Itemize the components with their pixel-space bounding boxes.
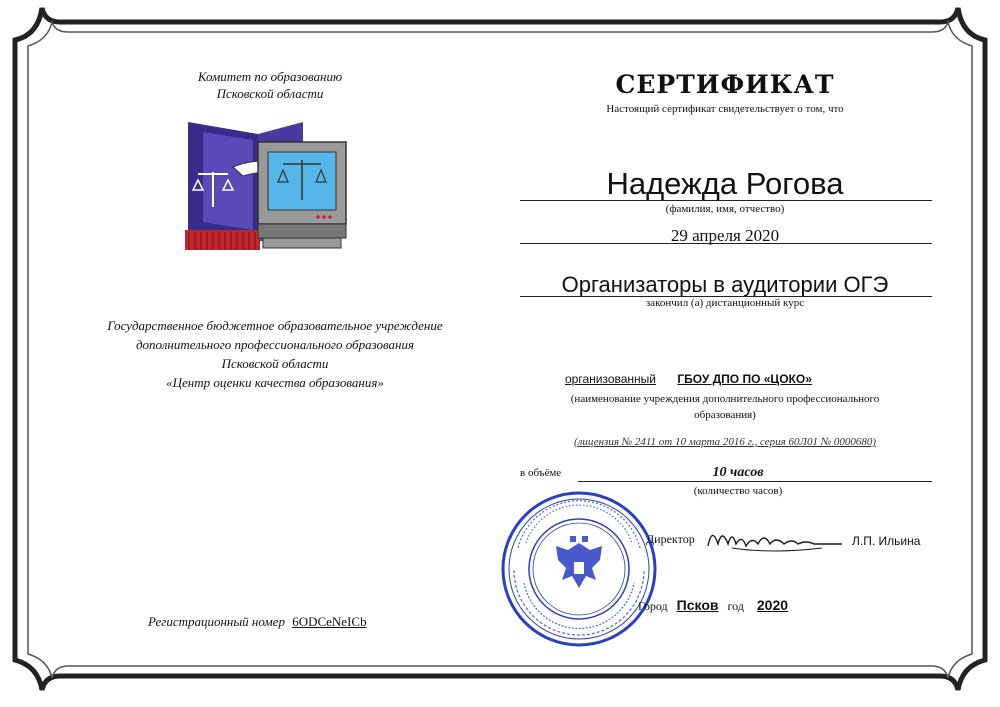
director-name: Л.П. Ильина [852, 534, 921, 548]
certificate-title: СЕРТИФИКАТ [615, 70, 835, 99]
certificate-subtitle: Настоящий сертификат свидетельствует о том, что [606, 103, 844, 115]
issue-date: 29 апреля 2020 [670, 226, 780, 245]
city-label: Город [638, 599, 668, 613]
registration-label: Регистрационный номер [148, 614, 285, 629]
organized-label: организованный [565, 372, 657, 386]
person-name: Надежда Рогова [606, 166, 844, 201]
name-caption: (фамилия, имя, отчество) [665, 203, 785, 215]
volume-label: в объёме [520, 467, 562, 479]
institution-line-2: дополнительного профессионального образования [135, 337, 415, 352]
organizer-caption-2: образования) [694, 409, 756, 421]
year-value: 2020 [756, 597, 789, 613]
city-value: Псков [676, 597, 719, 613]
organizer-caption-1: (наименование учреждения дополнительного профессионального [570, 393, 880, 405]
course-name: Организаторы в аудитории ОГЭ [561, 272, 889, 297]
institution-line-3: Псковской области [221, 356, 329, 371]
official-stamp-seal-icon [498, 488, 660, 650]
committee-name: Комитет по образованию [197, 69, 343, 84]
committee-region: Псковской области [216, 86, 324, 101]
hours-caption: (количество часов) [693, 485, 783, 497]
hours-value: 10 часов [712, 465, 764, 480]
year-label: год [727, 599, 744, 613]
handwritten-signature-icon [702, 522, 852, 556]
logo-scales-computer-icon [183, 112, 353, 257]
registration-number: 6ODCeNeICb [292, 614, 367, 629]
organizer-name: ГБОУ ДПО ПО «ЦОКО» [677, 372, 812, 386]
director-label: Директор [646, 532, 695, 546]
institution-line-4: «Центр оценки качества образования» [166, 375, 384, 390]
course-caption: закончил (а) дистанционный курс [645, 297, 805, 309]
license-info: (лицензия № 2411 от 10 марта 2016 г., серия 60Л01 № 0000680) [573, 436, 877, 448]
institution-line-1: Государственное бюджетное образовательное учреждение [107, 318, 443, 333]
